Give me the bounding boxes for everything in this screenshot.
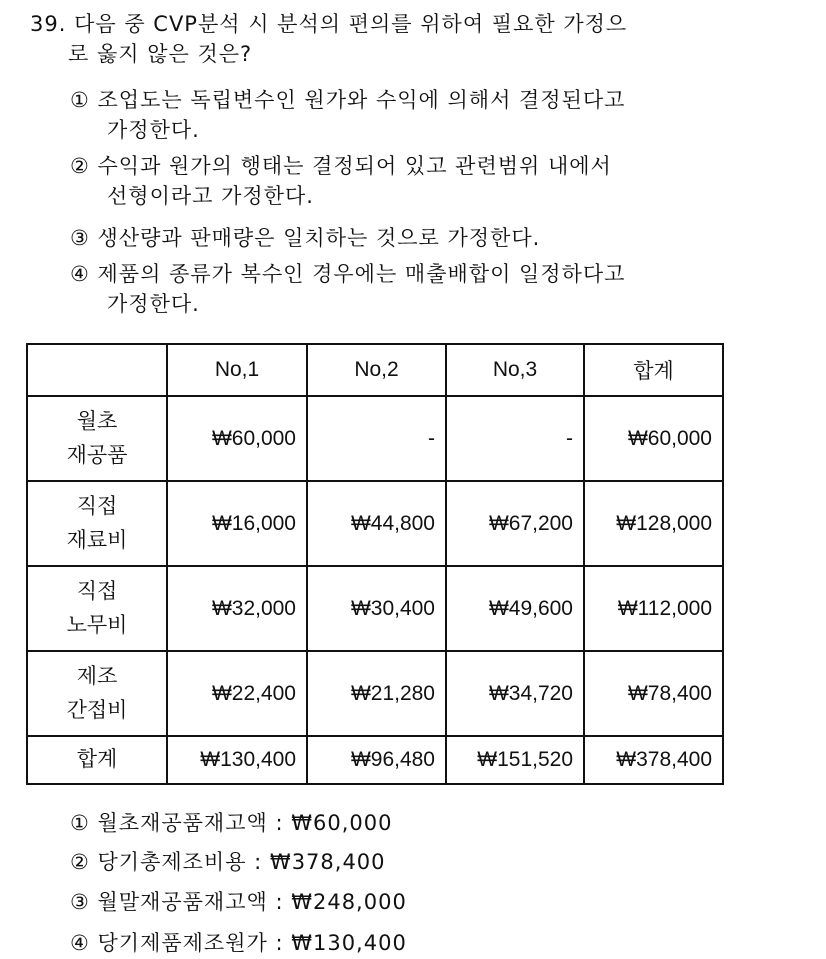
header-cell (27, 344, 167, 396)
cell: ₩96,480 (307, 736, 446, 784)
cell: ₩151,520 (446, 736, 584, 784)
table-total-row (27, 736, 723, 784)
answer-4: ④ 당기제품제조원가 : ₩130,400 (70, 931, 407, 955)
cell: ₩21,280 (307, 651, 446, 736)
row-label: 직접 노무비 (27, 566, 167, 651)
cell: ₩128,000 (584, 481, 723, 566)
row-label: 직접 재료비 (27, 481, 167, 566)
option-4-line-2: 가정한다. (107, 292, 200, 316)
row-label: 월초 재공품 (27, 396, 167, 481)
option-4-line-1: ④ 제품의 종류가 복수인 경우에는 매출배합이 일정하다고 (70, 262, 626, 286)
table-row (27, 651, 723, 736)
answer-2: ② 당기총제조비용 : ₩378,400 (70, 850, 386, 874)
cell: ₩78,400 (584, 651, 723, 736)
answer-1: ① 월초재공품재고액 : ₩60,000 (70, 811, 393, 835)
option-2-line-1: ② 수익과 원가의 행태는 결정되어 있고 관련범위 내에서 (70, 154, 612, 178)
cell: ₩378,400 (584, 736, 723, 784)
cell: ₩32,000 (167, 566, 307, 651)
table-row (27, 396, 723, 481)
option-3-line-1: ③ 생산량과 판매량은 일치하는 것으로 가정한다. (70, 226, 541, 250)
cell: ₩49,600 (446, 566, 584, 651)
cell: ₩44,800 (307, 481, 446, 566)
row-label: 합계 (27, 736, 167, 784)
table-row (27, 481, 723, 566)
cell: ₩67,200 (446, 481, 584, 566)
header-cell: No,3 (446, 344, 584, 396)
header-cell: No,1 (167, 344, 307, 396)
cell: ₩112,000 (584, 566, 723, 651)
option-1-line-2: 가정한다. (107, 118, 200, 142)
cell: ₩16,000 (167, 481, 307, 566)
option-1-line-1: ① 조업도는 독립변수인 원가와 수익에 의해서 결정된다고 (70, 88, 626, 112)
header-cell: 합계 (584, 344, 723, 396)
cell: - (307, 396, 446, 481)
option-2-line-2: 선형이라고 가정한다. (107, 184, 314, 208)
cost-table (26, 343, 724, 785)
cell: ₩60,000 (584, 396, 723, 481)
row-label: 제조 간접비 (27, 651, 167, 736)
answer-3: ③ 월말재공품재고액 : ₩248,000 (70, 890, 407, 914)
table-row (27, 566, 723, 651)
question-line-1: 39. 다음 중 CVP분석 시 분석의 편의를 위하여 필요한 가정으 (30, 12, 628, 36)
question-line-2: 로 옳지 않은 것은? (68, 42, 253, 66)
cell: ₩30,400 (307, 566, 446, 651)
header-cell: No,2 (307, 344, 446, 396)
cell: ₩34,720 (446, 651, 584, 736)
cell: ₩22,400 (167, 651, 307, 736)
cell: - (446, 396, 584, 481)
cell: ₩60,000 (167, 396, 307, 481)
table-header-row (27, 344, 723, 396)
cell: ₩130,400 (167, 736, 307, 784)
